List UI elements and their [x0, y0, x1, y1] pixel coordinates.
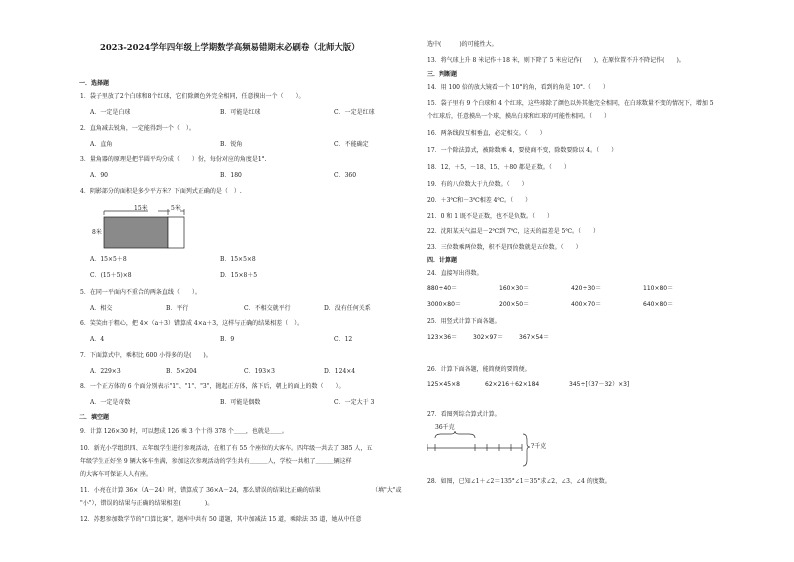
question-25: 25．用竖式计算下面各题。: [427, 318, 501, 325]
option-a: A．4: [90, 336, 105, 343]
vertical-calc-item: 302×97＝: [473, 334, 504, 341]
segment-right-label: ?千克: [531, 443, 547, 450]
option-b: B．5×204: [166, 368, 197, 375]
left-column: [80, 0, 420, 562]
question-4: 4．阴影部分的面积是多少平方米？下面列式正确的是（ ）.: [80, 188, 242, 195]
question-17: 17．一个除法算式，被除数乘 4，要使商不变，除数要除以 4。（ ）: [427, 147, 618, 154]
question-13: 13．将气球上升 8 米记作＋18 米，则下降了 5 米应记作( )，在原位置不升不降记作( )。: [427, 57, 685, 64]
option-b: B．9: [220, 336, 235, 343]
question-7: 7．下面算式中，乘积比 600 小得多的是( )。: [80, 352, 212, 359]
option-c: C．一定是红球: [334, 109, 375, 116]
option-a: A．229×3: [90, 368, 121, 375]
option-a: A．90: [90, 172, 108, 179]
calc-item: 400×70＝: [571, 301, 602, 308]
option-c: C．不能确定: [334, 141, 369, 148]
option-b: B．180: [220, 172, 242, 179]
option-b: B．可能是偶数: [220, 399, 261, 406]
question-14: 14．用 100 倍的放大镜看一个 10°的角，看到的角是 10°.（ ）: [427, 84, 609, 91]
question-12-continued: 选中( )的可能性大。: [427, 41, 498, 48]
question-26: 26．计算下面各题，能简便的要简便。: [427, 366, 531, 373]
calc-item: 110×80＝: [643, 285, 674, 292]
question-18: 18．12、＋5、－18、15、＋80 都是正数。（ ）: [427, 164, 570, 171]
question-11-line2: "小"），错误的结果与正确的结果相差( )。: [80, 500, 214, 507]
question-15-line2: 个红球后，任意摸出一个球，摸出白球和红球的可能性相同。（ ）: [427, 113, 611, 120]
question-3: 3．量角器的原理是把半圆平均分成（ ）份，每份对应的角度是1°.: [80, 156, 267, 163]
right-column: [427, 0, 727, 562]
question-11-line1: 11．小亮在计算 36×（A－24）时，错算成了 36×A－24，那么错误的结果比正确的结果: [80, 487, 321, 494]
option-d: D．没有任何关系: [324, 305, 371, 312]
question-15-line1: 15．袋子里有 9 个白球和 4 个红球，这些球除了颜色以外其他完全相同，在白球数量不变的情况下，增加 5: [427, 100, 714, 107]
question-10-line2: 年级学生正好坐 9 辆大客车坐满，参加这次参观活动的学生共有＿＿＿人，学校一共租了＿＿＿辆这样: [80, 458, 352, 465]
figure-side-label: 8米: [92, 229, 102, 236]
question-12: 12．苏想参加数学节的"口算比赛"，题库中共有 50 道题，其中加减法 15 道，乘除法 35 道，她从中任意: [80, 516, 362, 523]
simplify-item: 345÷[（37－32）×3]: [569, 381, 630, 388]
question-21: 21．0 和 1 既不是正数，也不是负数。（ ）: [427, 213, 553, 220]
option-d: D．124×4: [324, 368, 356, 375]
simplify-item: 62×216＋62×184: [485, 381, 540, 388]
section-heading: 二．填空题: [79, 414, 110, 421]
question-22: 22．沈阳某天气温是－2℃到 7℃，这天的温差是 5℃。（ ）: [427, 228, 600, 235]
option-a: A．15×5＋8: [90, 256, 127, 263]
option-b: B．可能是红球: [220, 109, 261, 116]
question-19: 19．有的八位数大于九位数。（ ）: [427, 181, 528, 188]
option-c: C．一定大于 3: [334, 399, 375, 406]
calc-item: 880÷40＝: [427, 285, 458, 292]
rectangle-figure: [88, 205, 268, 251]
document-title: 2023-2024学年四年级上学期数学高频易错期末必刷卷（北师大版）: [100, 42, 360, 52]
simplify-item: 125×45×8: [427, 381, 460, 388]
question-6: 6．笑笑由于粗心，把 4×（a＋3）错算成 4×a＋3，这样与正确的结果相差（ ）。: [80, 320, 304, 327]
question-28: 28．如图，已知∠1＋∠2＝135°∠1＝35°求∠2、∠3、∠4 的度数。: [427, 478, 611, 485]
option-b: B．锐角: [220, 141, 243, 148]
calc-item: 3000×80＝: [427, 301, 461, 308]
calc-item: 200×50＝: [499, 301, 530, 308]
question-23: 23．三位数乘两位数，积不是四位数就是五位数。（ ）: [427, 244, 582, 251]
question-1: 1．袋子里放了2个白球和8个红球，它们除颜色外完全相同，任意摸出一个（ ）。: [80, 93, 305, 100]
figure-top-right-label: 5米: [171, 205, 181, 212]
option-a: A．相交: [90, 305, 113, 312]
option-b: B．平行: [166, 305, 189, 312]
option-a: A．直角: [90, 141, 113, 148]
question-16: 16．两条线段互相垂直，必定相交。（ ）: [427, 130, 546, 137]
question-2: 2．直角减去锐角，一定能得到一个（ ）。: [80, 125, 195, 132]
question-20: 20．＋3℃和－3℃相差 4℃。（ ）: [427, 197, 532, 204]
option-c: C．360: [334, 172, 357, 179]
question-10-line1: 10．新光小学组织四、五年级学生进行参观活动，在租了有 55 个座位的大客车。四年级一共去了 385 人，五: [80, 445, 373, 452]
question-8: 8．一个正方体的 6 个面分别表示"1"、"1"、"3"，抛起正方体，落下后，朝上的面上的数（ ）。: [80, 383, 345, 390]
question-10-line3: 的大客车可保证人人有座。: [80, 471, 153, 478]
option-d: D．15×8＋5: [220, 272, 258, 279]
question-27: 27．看图列综合算式计算。: [427, 411, 501, 418]
segment-top-label: 36千克: [435, 424, 455, 431]
section-heading: 四．计算题: [427, 257, 458, 264]
question-24: 24．直接写出得数。: [427, 270, 483, 277]
calc-item: 160×30＝: [499, 285, 530, 292]
option-c: C．12: [334, 336, 353, 343]
option-c: C．不相交就平行: [244, 305, 291, 312]
question-5: 5．在同一平面内不重合的两条直线（ ）。: [80, 289, 201, 296]
question-9: 9．计算 126×30 时，可以想成 126 乘 3 个十得 378 个＿＿，也就是＿＿。: [80, 428, 288, 435]
calc-item: 420÷30＝: [571, 285, 602, 292]
option-c: C．(15＋5)×8: [90, 272, 132, 279]
segment-diagram: [427, 424, 567, 470]
option-a: A．一定是奇数: [90, 399, 131, 406]
vertical-calc-item: 123×36＝: [427, 334, 458, 341]
vertical-calc-item: 367×54＝: [519, 334, 550, 341]
option-b: B．15×5×8: [220, 256, 256, 263]
option-a: A．一定是白球: [90, 109, 131, 116]
section-heading: 三．判断题: [427, 71, 458, 78]
figure-top-left-label: 15米: [134, 205, 148, 212]
section-heading: 一．选择题: [79, 80, 110, 87]
calc-item: 640×80＝: [643, 301, 674, 308]
question-11-line1-tail: （填"大"或: [372, 487, 402, 494]
option-c: C．193×3: [244, 368, 275, 375]
